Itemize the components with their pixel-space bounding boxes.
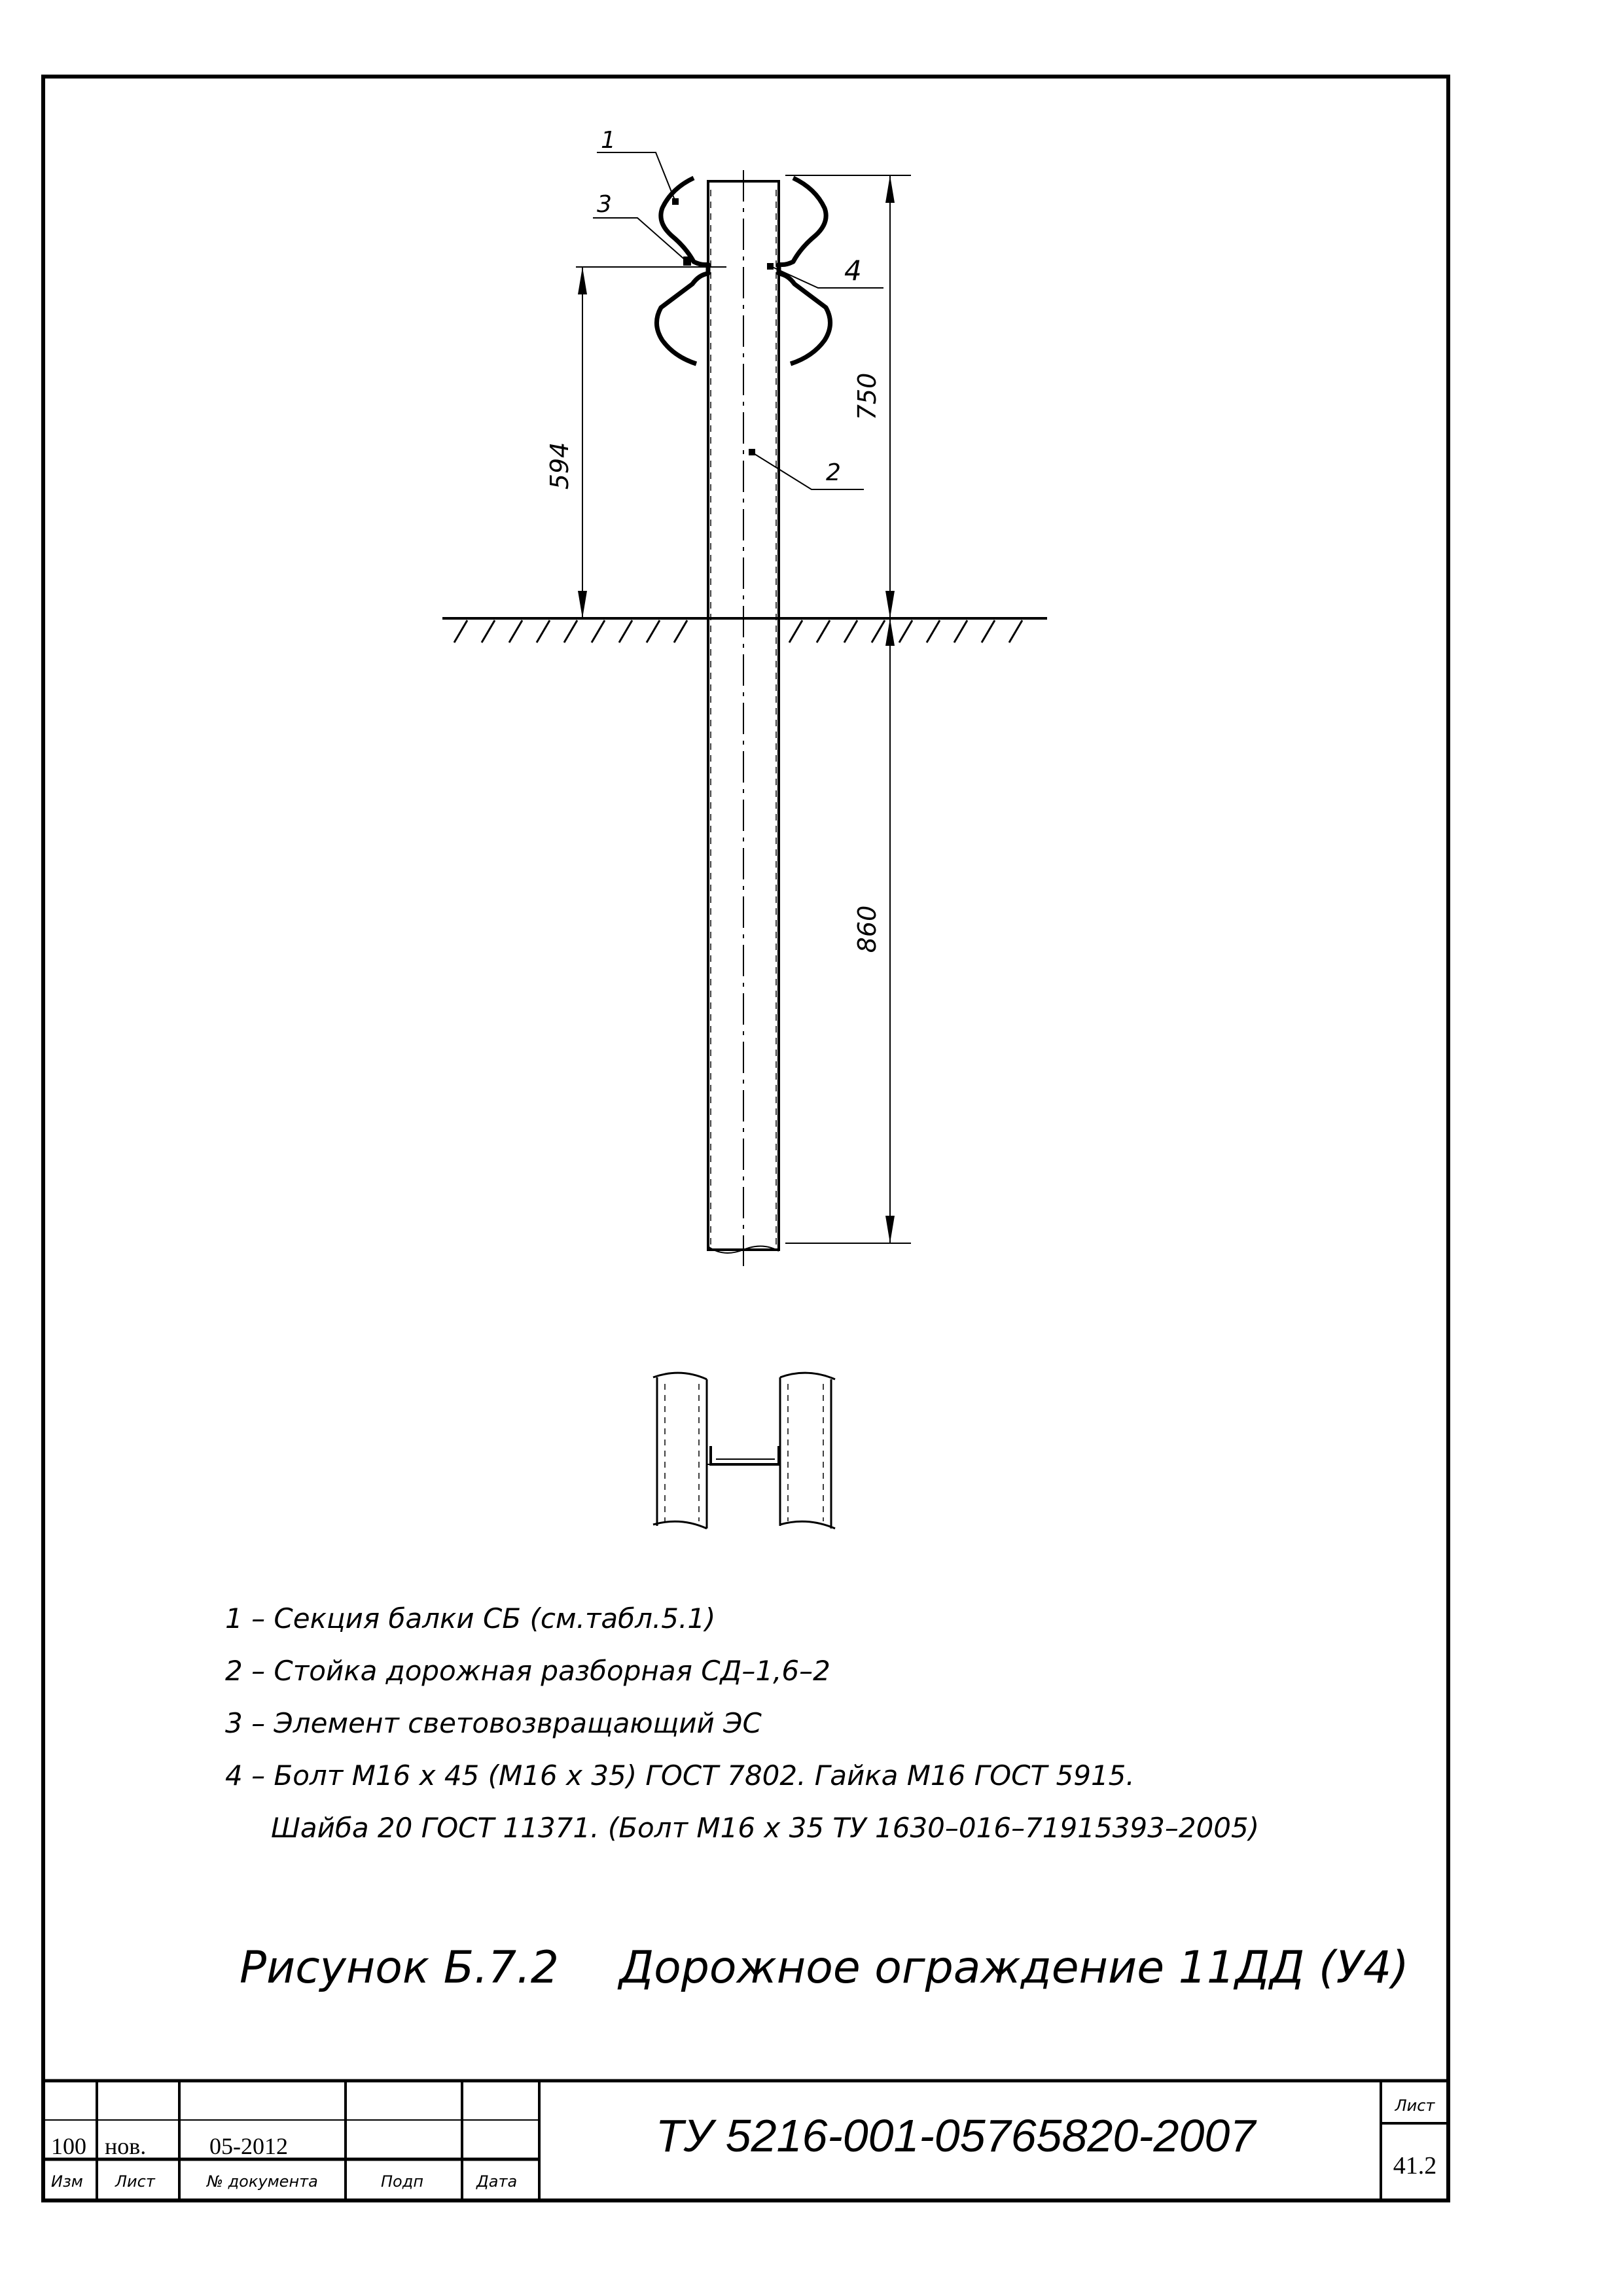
dimension-arrows xyxy=(578,175,895,1243)
ground-hatch-tick xyxy=(954,620,967,643)
legend-item-4: 4 – Болт М16 х 45 (М16 х 35) ГОСТ 7802. Гайка М16 ГОСТ 5915. xyxy=(225,1759,1135,1792)
ground-hatching xyxy=(454,620,1022,643)
rev-document: 05-2012 xyxy=(209,2133,288,2159)
col-date: Дата xyxy=(476,2172,518,2191)
dimension-lines xyxy=(582,175,911,1243)
figure-label: Рисунок Б.7.2 xyxy=(240,1942,559,1994)
callout-2: 2 xyxy=(826,459,841,486)
ground-hatch-tick xyxy=(1009,620,1022,643)
ground-hatch-tick xyxy=(982,620,995,643)
legend xyxy=(225,1602,1259,1844)
dim-860: 860 xyxy=(853,905,882,953)
ground-hatch-tick xyxy=(454,620,467,643)
ground-hatch-tick xyxy=(674,620,687,643)
rev-number: 100 xyxy=(51,2133,86,2159)
drawing-frame xyxy=(43,77,1448,2200)
callouts xyxy=(593,152,883,489)
callout-3: 3 xyxy=(597,191,612,218)
legend-item-4-cont: Шайба 20 ГОСТ 11371. (Болт М16 х 35 ТУ 1630–016–71915393–2005) xyxy=(271,1812,1260,1844)
w-beam-right xyxy=(779,178,830,364)
ground-hatch-tick xyxy=(789,620,802,643)
ground-hatch-tick xyxy=(592,620,605,643)
dim-750: 750 xyxy=(853,372,882,421)
ground-hatch-tick xyxy=(844,620,857,643)
document-code: ТУ 5216-001-05765820-2007 xyxy=(655,2110,1256,2161)
ground-hatch-tick xyxy=(537,620,550,643)
ground-hatch-tick xyxy=(619,620,632,643)
ground-hatch-tick xyxy=(872,620,885,643)
legend-item-3: 3 – Элемент световозвращающий ЭС xyxy=(225,1707,762,1739)
ground-hatch-tick xyxy=(927,620,940,643)
sheet-label: Лист xyxy=(1395,2096,1435,2115)
legend-item-1: 1 – Секция балки СБ (см.табл.5.1) xyxy=(225,1602,716,1634)
ground-hatch-tick xyxy=(564,620,577,643)
legend-item-2: 2 – Стойка дорожная разборная СД–1,6–2 xyxy=(225,1655,830,1687)
figure-title: Дорожное ограждение 11ДД (У4) xyxy=(619,1942,1409,1994)
w-beam-left xyxy=(656,178,708,364)
ground-hatch-tick xyxy=(647,620,660,643)
bolt-marker xyxy=(767,263,774,270)
ground-hatch-tick xyxy=(817,620,830,643)
ground-hatch-tick xyxy=(509,620,522,643)
post-joint-detail xyxy=(653,1373,835,1528)
sheet-number: 41.2 xyxy=(1393,2152,1437,2180)
ground-hatch-tick xyxy=(899,620,912,643)
callout-1: 1 xyxy=(601,127,616,154)
ground-hatch-tick xyxy=(482,620,495,643)
col-document: № документа xyxy=(207,2172,318,2191)
col-list: Лист xyxy=(115,2172,155,2191)
col-sign: Подп xyxy=(381,2172,424,2191)
post-elevation-view xyxy=(442,170,1047,1266)
rev-sheet: нов. xyxy=(105,2133,147,2159)
dim-594: 594 xyxy=(545,442,574,490)
col-izm: Изм xyxy=(51,2172,83,2191)
road-post xyxy=(708,170,779,1266)
callout-4: 4 xyxy=(844,255,862,287)
